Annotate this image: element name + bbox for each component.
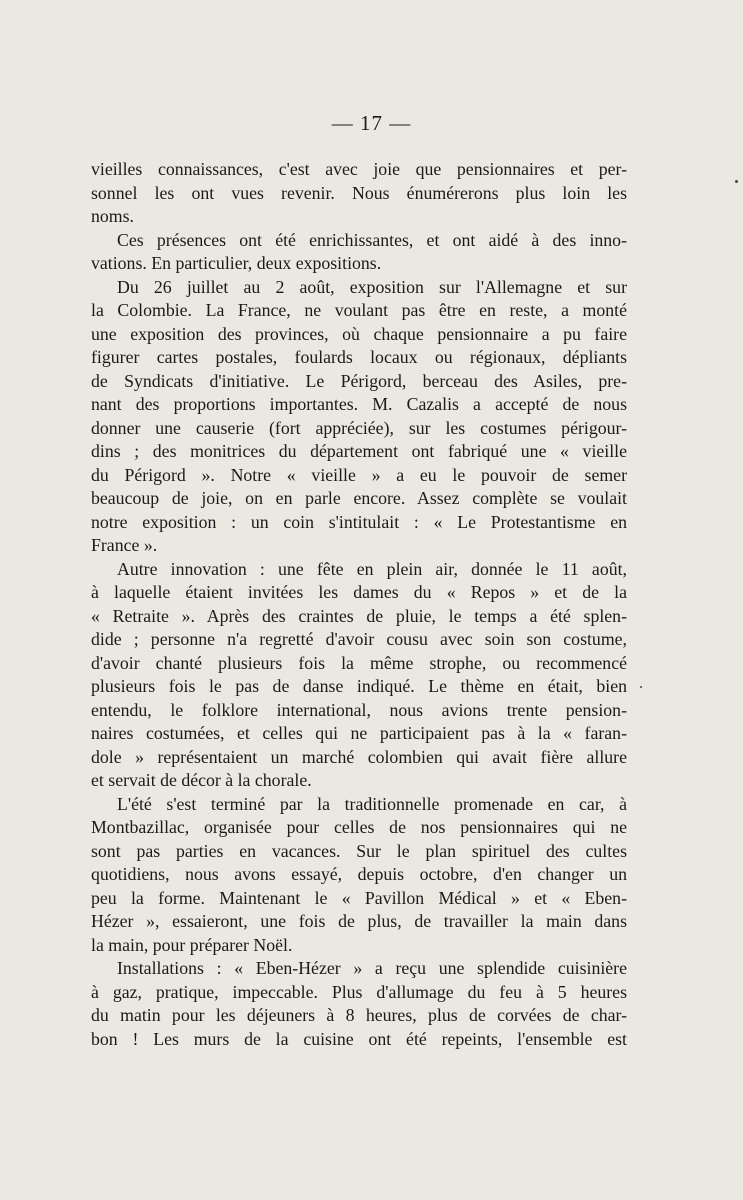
text-line: Hézer », essaieront, une fois de plus, de travailler la main dans (91, 911, 627, 931)
text-line: Ces présences ont été enrichissantes, et ont aidé à des inno- (117, 229, 627, 250)
page-number: — 17 — (331, 111, 412, 135)
text-line: nant des proportions importantes. M. Cazalis a accepté de nous (91, 394, 627, 414)
text-line: la main, pour préparer Noël. (91, 934, 293, 955)
text-line: entendu, le folklore international, nous avions trente pension- (91, 699, 627, 720)
text-line: une exposition des provinces, où chaque pensionnaire a pu faire (91, 323, 627, 344)
text-line: vations. En particulier, deux expositions. (91, 253, 382, 273)
text-line: donner une causerie (fort appréciée), sur les costumes périgour- (91, 417, 627, 438)
paragraph (91, 229, 627, 276)
text-line: de Syndicats d'initiative. Le Périgord, berceau des Asiles, pre- (91, 370, 627, 391)
paper-speck (640, 686, 642, 688)
text-line: dole » représentaient un marché colombien qui avait fière allure (91, 746, 627, 767)
text-line: à laquelle étaient invitées les dames du « Repos » et de la (91, 582, 627, 602)
text-line: L'été s'est terminé par la traditionnelle promenade en car, à (117, 793, 627, 814)
text-line: peu la forme. Maintenant le « Pavillon Médical » et « Eben- (91, 887, 627, 908)
paragraph (91, 276, 627, 558)
text-line: la Colombie. La France, ne voulant pas être en reste, a monté (91, 300, 627, 320)
text-line: plusieurs fois le pas de danse indiqué. Le thème en était, bien (91, 676, 627, 696)
text-line: Du 26 juillet au 2 août, exposition sur l'Allemagne et sur (117, 276, 627, 297)
text-line: Installations : « Eben-Hézer » a reçu une splendide cuisinière (117, 958, 627, 978)
text-line: Montbazillac, organisée pour celles de nos pensionnaires qui ne (91, 817, 627, 837)
paragraph (91, 957, 627, 1051)
paper-speck (735, 180, 738, 183)
text-line: bon ! Les murs de la cuisine ont été repeints, l'ensemble est (91, 1028, 627, 1049)
text-line: France ». (91, 535, 158, 555)
text-line: d'avoir chanté plusieurs fois la même strophe, ou recommencé (91, 652, 627, 673)
text-line: « Retraite ». Après des craintes de pluie, le temps a été splen- (91, 605, 627, 626)
text-line: sonnel les ont vues revenir. Nous énumérerons plus loin les (91, 182, 627, 203)
text-line: du matin pour les déjeuners à 8 heures, plus de corvées de char- (91, 1005, 627, 1025)
text-line: quotidiens, nous avons essayé, depuis octobre, d'en changer un (91, 864, 627, 884)
paragraph (91, 158, 627, 229)
paragraph (91, 558, 627, 793)
body-text (91, 158, 627, 1051)
text-line: vieilles connaissances, c'est avec joie que pensionnaires et per- (91, 159, 627, 179)
text-line: du Périgord ». Notre « vieille » a eu le pouvoir de semer (91, 464, 627, 485)
text-line: noms. (91, 206, 134, 226)
text-line: et servait de décor à la chorale. (91, 770, 312, 790)
text-line: notre exposition : un coin s'intitulait : « Le Protestantisme en (91, 511, 627, 532)
paragraph (91, 793, 627, 958)
text-line: beaucoup de joie, on en parle encore. Assez complète se voulait (91, 488, 627, 508)
text-line: dins ; des monitrices du département ont fabriqué une « vieille (91, 441, 627, 461)
text-line: figurer cartes postales, foulards locaux ou régionaux, dépliants (91, 347, 627, 367)
text-line: à gaz, pratique, impeccable. Plus d'allumage du feu à 5 heures (91, 981, 627, 1002)
text-line: dide ; personne n'a regretté d'avoir cousu avec soin son costume, (91, 629, 627, 649)
text-line: sont pas parties en vacances. Sur le plan spirituel des cultes (91, 840, 627, 861)
text-line: Autre innovation : une fête en plein air, donnée le 11 août, (117, 558, 627, 579)
text-line: naires costumées, et celles qui ne participaient pas à la « faran- (91, 723, 627, 743)
